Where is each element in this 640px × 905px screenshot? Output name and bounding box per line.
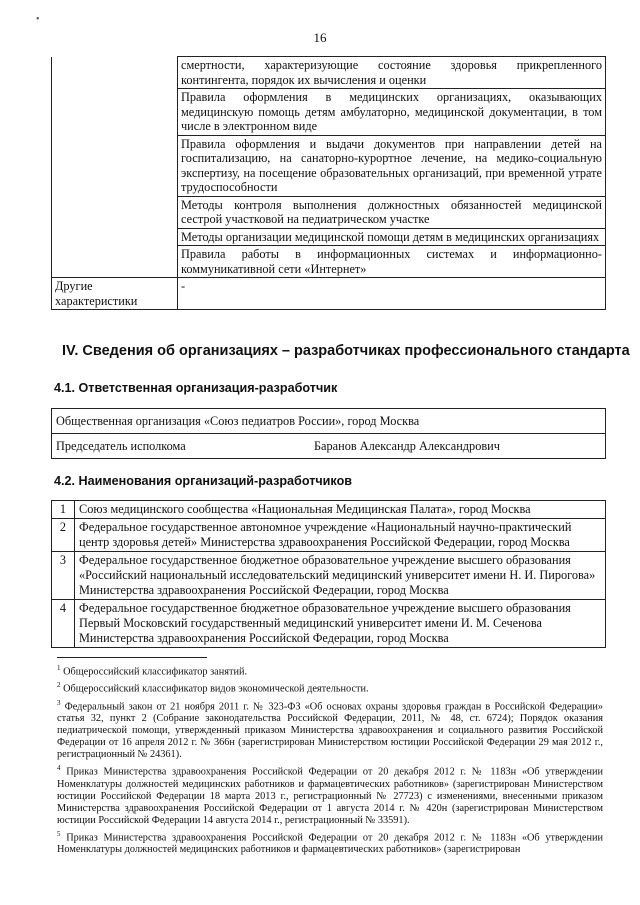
table-row (52, 135, 606, 196)
chair-name: Баранов Александр Александрович (314, 438, 500, 453)
developers-heading: 4.2. Наименования организаций-разработчиков (54, 474, 353, 488)
footnote-text: Общероссийский классификатор видов экономической деятельности. (63, 683, 369, 695)
responsible-organization: Общественная организация «Союз педиатров России», город Москва (52, 409, 606, 434)
footnotes (57, 662, 603, 857)
row-number: 3 (52, 552, 75, 600)
table-row (52, 57, 606, 89)
table-row (52, 519, 606, 552)
table-row (52, 501, 606, 519)
table-cell: Методы организации медицинской помощи детям в медицинских организациях (178, 228, 606, 246)
footnote (57, 679, 603, 695)
competency-table (51, 56, 606, 310)
row-number: 4 (52, 600, 75, 648)
footnote-number: 5 (57, 829, 61, 838)
label-cell (52, 228, 178, 246)
other-characteristics-label: Другие характеристики (52, 278, 178, 310)
label-cell (52, 89, 178, 136)
row-number: 1 (52, 501, 75, 519)
page-number: 16 (313, 30, 327, 45)
footnote-number: 1 (57, 664, 61, 672)
footnote-number: 4 (57, 764, 61, 773)
footnote (57, 828, 603, 856)
table-row (52, 434, 606, 459)
table-row (52, 600, 606, 648)
label-cell (52, 246, 178, 278)
label-cell (52, 196, 178, 228)
responsible-table (51, 408, 606, 459)
scan-mark: • (36, 14, 40, 25)
table-row (52, 246, 606, 278)
table-row (52, 196, 606, 228)
developers-table (51, 500, 606, 648)
chair-label: Председатель исполкома (56, 438, 186, 453)
organization-name: Федеральное государственное автономное учреждение «Национальный научно-практический центр здоровья детей» Министерства здравоохранения Российской Федерации, город Москва (75, 519, 606, 552)
table-cell: Методы контроля выполнения должностных обязанностей медицинской сестрой участковой на педиатрическом участке (178, 196, 606, 228)
footnote-text: Федеральный закон от 21 ноября 2011 г. № 323-ФЗ «Об основах охраны здоровья граждан в Российской Федерации» статья 32, пункт 2 (Собрание законодательства Российской Федерации, 2011, № 48, ст. 6724); Порядок оказания педиатрической помощи, утвержденный приказом Министерства здравоохранения и социального развития Российской Федерации от 16 апреля 2012 г. № 366н (зарегистрирован Министерством юстиции Российской Федерации 29 мая 2012 г., регистрационный № 24361). (57, 701, 603, 761)
table-cell: Правила работы в информационных системах и информационно-коммуникативной сети «Интернет» (178, 246, 606, 278)
organization-name: Федеральное государственное бюджетное образовательное учреждение высшего образования «Российский национальный исследовательский медицинский университет имени Н. И. Пирогова» Министерства здравоохранения Российской Федерации, город Москва (75, 552, 606, 600)
footnote-number: 2 (57, 681, 61, 690)
label-cell (52, 57, 178, 89)
footnote-number: 3 (57, 698, 61, 707)
footnote-text: Приказ Министерства здравоохранения Российской Федерации от 20 декабря 2012 г. № 1183н «Об утверждении Номенклатуры должностей медицинских работников и фармацевтических работников» (зарегистрирован (57, 832, 603, 856)
section-title: IV. Сведения об организациях – разработчиках профессионального стандарта (62, 343, 630, 359)
footnote-text: Приказ Министерства здравоохранения Российской Федерации от 20 декабря 2012 г. № 1183н «Об утверждении Номенклатуры должностей медицинских работников и фармацевтических работников» (зарегистрирован Министерством юстиции Российской Федерации 18 марта 2013 г., регистрационный № 27723) с изменениями, внесенными приказом Министерства здравоохранения Российской Федерации от 1 августа 2014 г. № 420н (зарегистрирован Министерством юстиции Российской Федерации 14 августа 2014 г., регистрационный № 33591). (57, 766, 603, 826)
table-row (52, 89, 606, 136)
table-row (52, 278, 606, 310)
other-characteristics-value: - (178, 278, 606, 310)
label-cell (52, 135, 178, 196)
chair-cell (52, 434, 606, 459)
table-row (52, 552, 606, 600)
responsible-heading: 4.1. Ответственная организация-разработчик (54, 381, 338, 395)
footnote-text: Общероссийский классификатор занятий. (63, 666, 248, 678)
footnote-separator (57, 657, 207, 658)
organization-name: Союз медицинского сообщества «Национальная Медицинская Палата», город Москва (75, 501, 606, 519)
footnote (57, 662, 603, 678)
table-row (52, 409, 606, 434)
footnote (57, 697, 603, 761)
table-row (52, 228, 606, 246)
row-number: 2 (52, 519, 75, 552)
table-cell: Правила оформления и выдачи документов при направлении детей на госпитализацию, на санаторно-курортное лечение, на медико-социальную экспертизу, на посещение образовательных организаций, при временной утрате трудоспособности (178, 135, 606, 196)
table-cell: Правила оформления в медицинских организациях, оказывающих медицинскую помощь детям амбулаторно, медицинской документации, в том числе в электронном виде (178, 89, 606, 136)
organization-name: Федеральное государственное бюджетное образовательное учреждение высшего образования Первый Московский государственный медицинский университет имени И. М. Сеченова Министерства здравоохранения Российской Федерации, город Москва (75, 600, 606, 648)
table-cell: смертности, характеризующие состояние здоровья прикрепленного контингента, порядок их вычисления и оценки (178, 57, 606, 89)
footnote (57, 762, 603, 826)
